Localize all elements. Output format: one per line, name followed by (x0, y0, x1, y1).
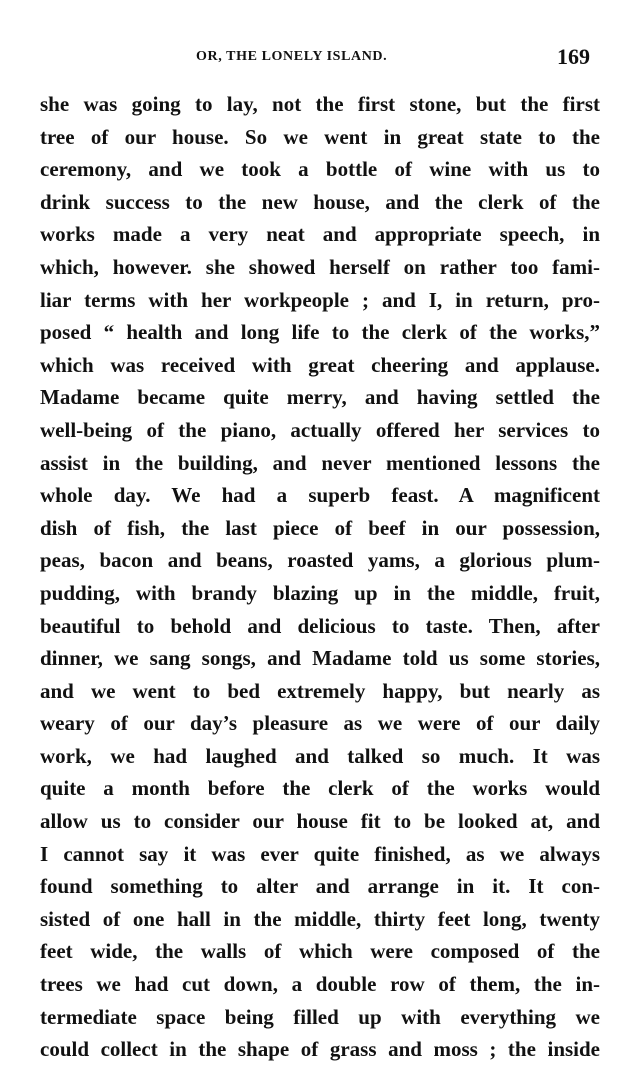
text-line: dinner, we sang songs, and Madame told us some stories, (40, 646, 600, 671)
text-line: posed “ health and long life to the clerk of the works,” (40, 320, 600, 345)
text-line: weary of our day’s pleasure as we were of our daily (40, 711, 600, 736)
text-line: Madame became quite merry, and having settled the (40, 385, 600, 410)
text-line: beautiful to behold and delicious to taste. Then, after (40, 613, 600, 638)
text-line: termediate space being filled up with everything we (40, 1004, 600, 1029)
text-line: work, we had laughed and talked so much. It was (40, 743, 600, 768)
text-line: and we went to bed extremely happy, but nearly as (40, 678, 600, 703)
text-line: liar terms with her workpeople ; and I, in return, pro- (40, 287, 600, 312)
body-text (40, 88, 600, 1066)
text-line: assist in the building, and never mentioned lessons the (40, 450, 600, 475)
text-line: found something to alter and arrange in it. It con- (40, 874, 600, 899)
text-line: she was going to lay, not the first stone, but the first (40, 92, 600, 116)
page-number: 169 (557, 44, 590, 69)
text-line: which, however. she showed herself on rather too fami- (40, 254, 600, 279)
text-line: trees we had cut down, a double row of them, the in- (40, 972, 600, 997)
text-line: pudding, with brandy blazing up in the middle, fruit, (40, 580, 600, 605)
text-line: peas, bacon and beans, roasted yams, a glorious plum- (40, 548, 600, 573)
text-line: drink success to the new house, and the clerk of the (40, 189, 600, 214)
text-line: well-being of the piano, actually offered her services to (40, 417, 600, 442)
text-line: sisted of one hall in the middle, thirty feet long, twenty (40, 906, 600, 931)
text-line: dish of fish, the last piece of beef in our possession, (40, 515, 600, 540)
running-title: OR, THE LONELY ISLAND. (196, 49, 388, 64)
text-line: which was received with great cheering and applause. (40, 352, 600, 377)
text-line: quite a month before the clerk of the works would (40, 776, 600, 801)
text-line: tree of our house. So we went in great state to the (40, 124, 600, 149)
text-line: whole day. We had a superb feast. A magnificent (40, 483, 600, 508)
text-line: could collect in the shape of grass and moss ; the inside (40, 1037, 600, 1062)
text-line: ceremony, and we took a bottle of wine with us to (40, 157, 600, 182)
text-line: allow us to consider our house fit to be looked at, and (40, 809, 600, 834)
text-line: feet wide, the walls of which were composed of the (40, 939, 600, 964)
running-head (0, 44, 635, 74)
text-line: works made a very neat and appropriate speech, in (40, 222, 600, 247)
text-line: I cannot say it was ever quite finished, as we always (40, 841, 600, 866)
